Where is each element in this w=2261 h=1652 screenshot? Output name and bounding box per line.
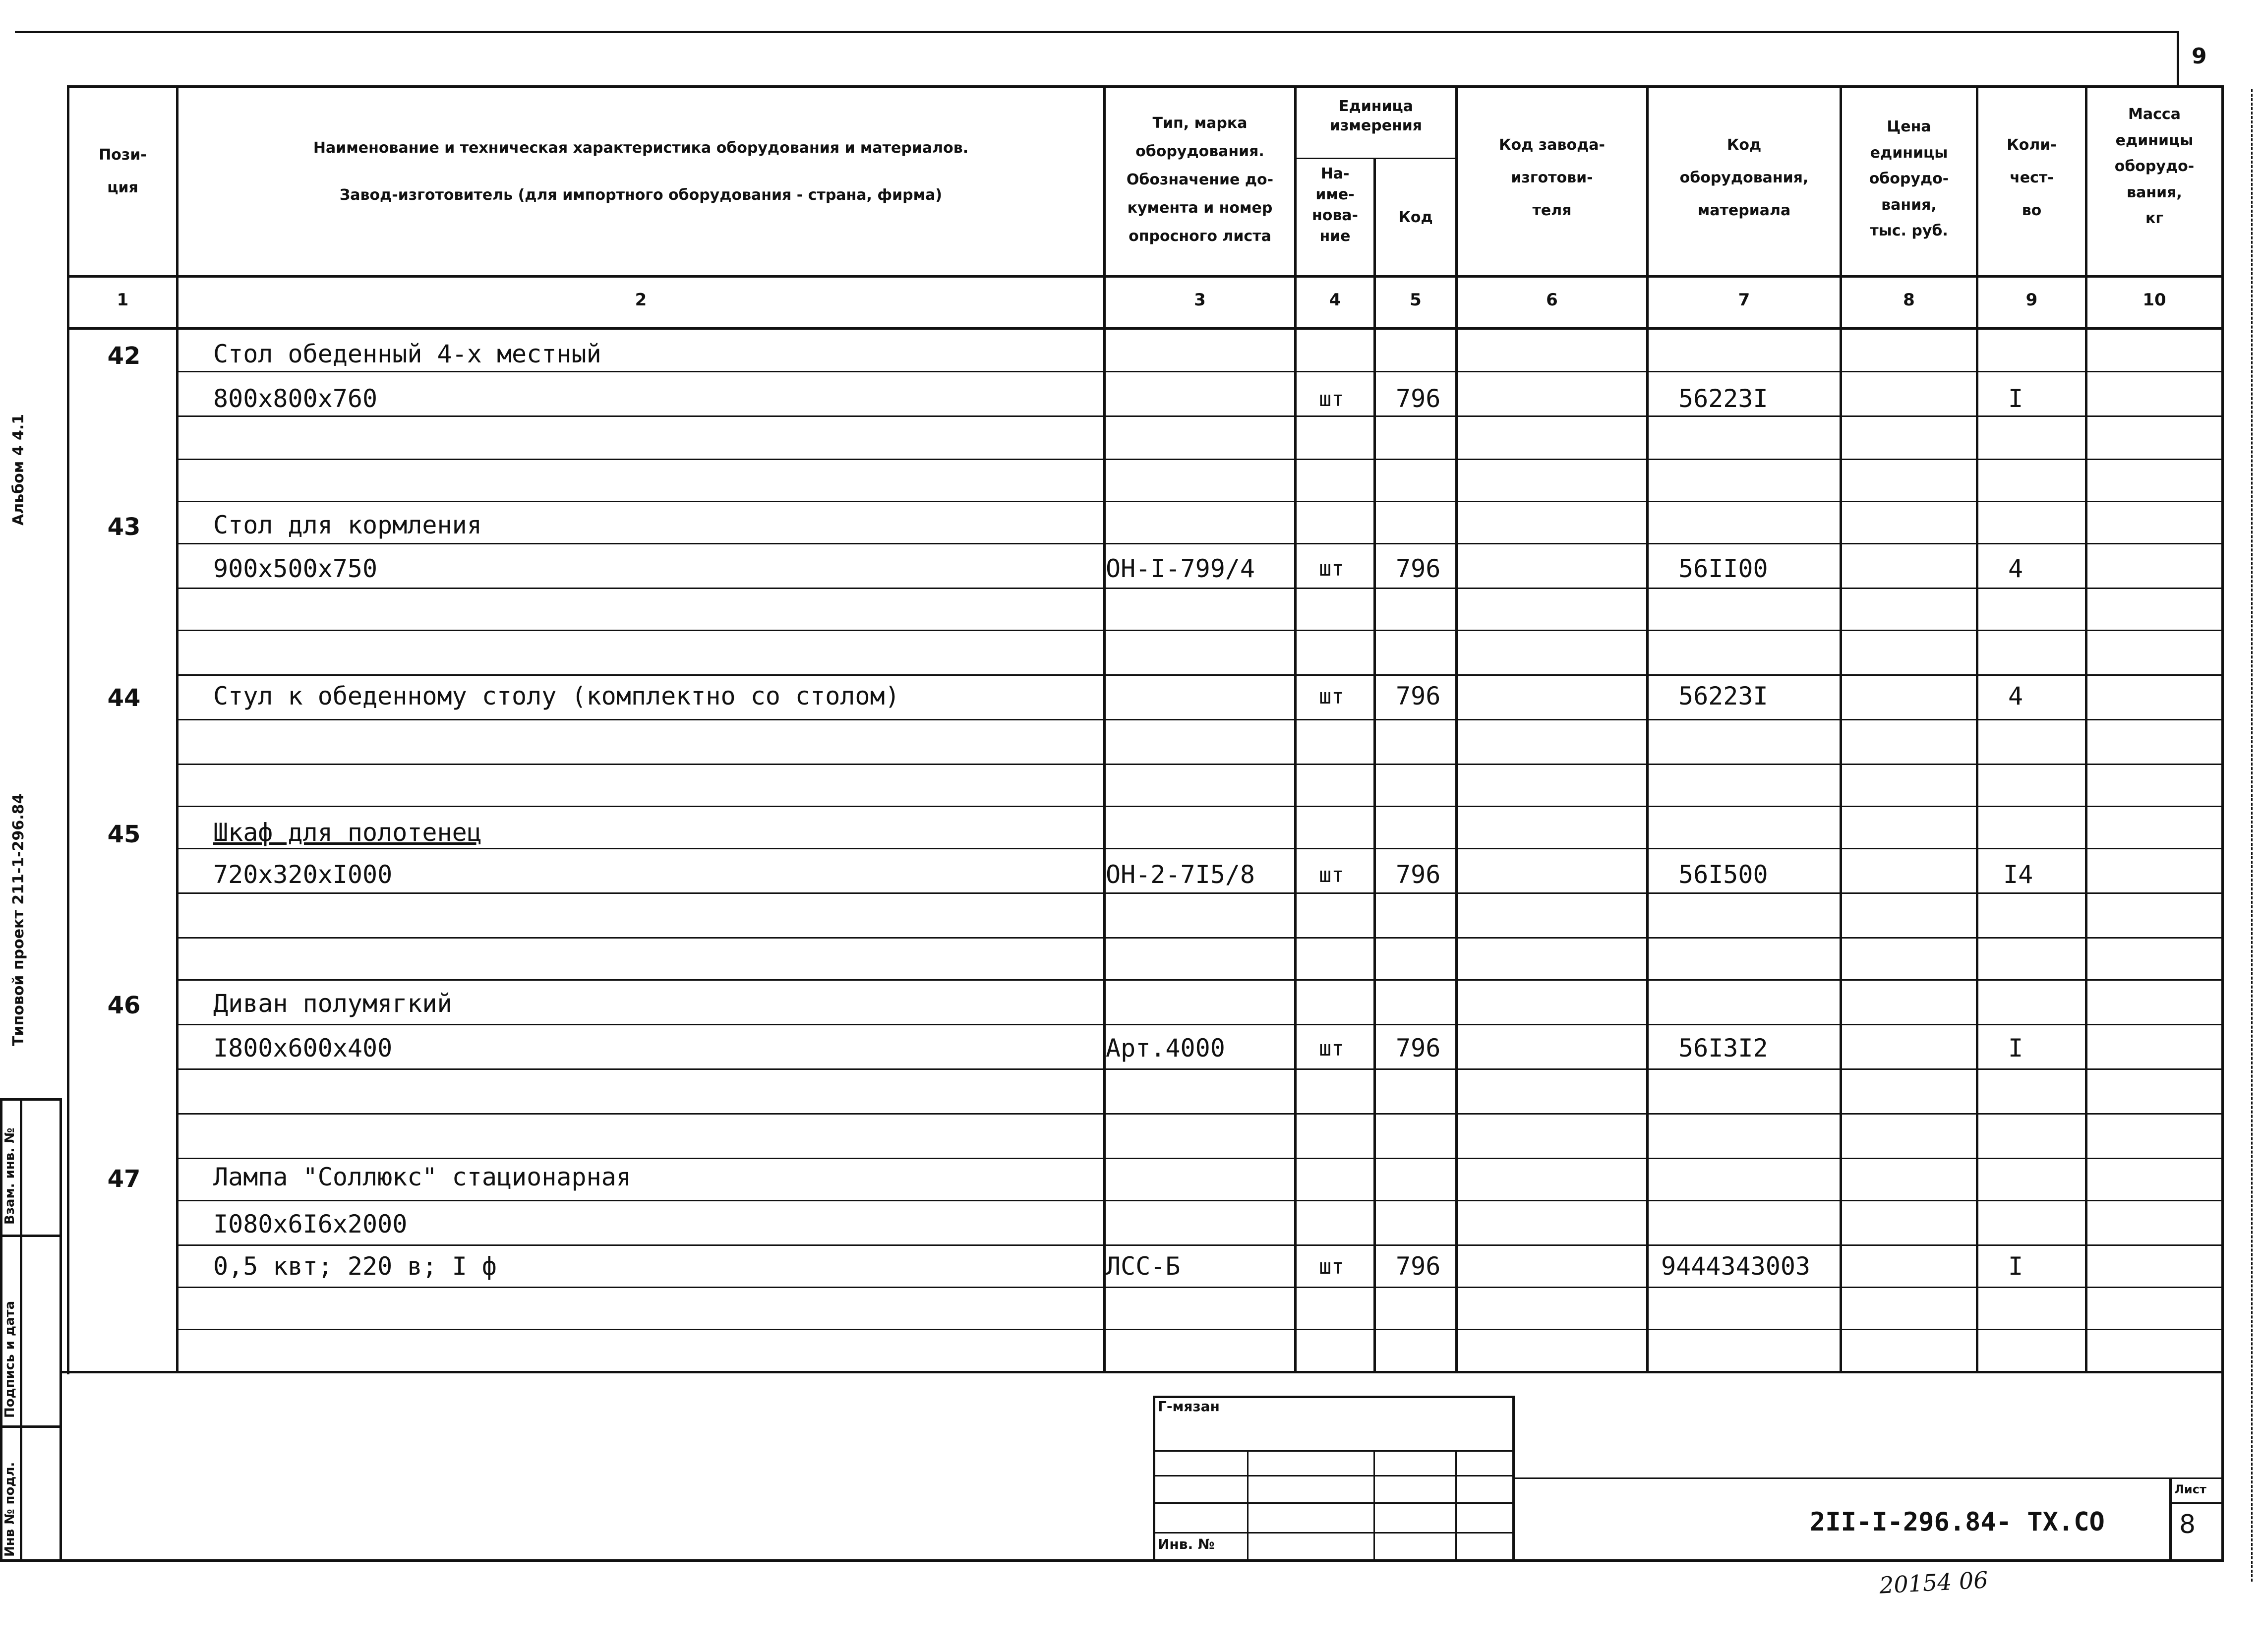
row-line: [176, 371, 2221, 372]
doc-code: 2II-I-296.84- ТХ.СО: [1810, 1507, 2105, 1537]
header-col2-line2: Завод-изготовитель (для импортного оборудования - страна, фирма): [339, 186, 943, 204]
row-unit: шт: [1319, 863, 1344, 887]
row-position: 42: [107, 342, 141, 370]
row-line: [176, 806, 2221, 807]
stamp-right: [2221, 1371, 2224, 1562]
side-strip-div1: [0, 1235, 62, 1237]
row-line: [176, 1113, 2221, 1115]
col-sep-2: [1103, 85, 1106, 1372]
row-spec: 0,5 квт; 220 в; I ф: [213, 1252, 497, 1281]
stamp-box-row3: [1153, 1502, 1512, 1504]
side-label-album: Альбом 4 4.1: [10, 413, 27, 526]
row-position: 47: [107, 1165, 141, 1193]
side-strip-div2: [0, 1425, 62, 1428]
side-label-inv-replace: Взам. инв. №: [2, 1127, 17, 1225]
row-line: [176, 630, 2221, 631]
numbers-bottom: [67, 327, 2224, 330]
row-position: 44: [107, 684, 141, 712]
stamp-box-row2: [1153, 1475, 1512, 1476]
stamp-box-row1: [1153, 1450, 1512, 1452]
row-line: [176, 1068, 2221, 1070]
row-unit: шт: [1319, 556, 1344, 581]
header-col10: Масса единицы оборудо- вания, кг: [2114, 106, 2195, 227]
row-line: [176, 674, 2221, 676]
header-col1: Пози- ция: [99, 146, 147, 196]
stamp-inv-no: Инв. №: [1158, 1536, 1215, 1552]
colnum-10: 10: [2142, 290, 2166, 310]
sheet-box-div: [2169, 1502, 2221, 1504]
row-name: Лампа "Соллюкс" стационарная: [213, 1163, 631, 1191]
row-name: Стол для кормления: [213, 511, 482, 539]
sheet-box-left: [2169, 1477, 2172, 1559]
stamp-box-row4: [1153, 1532, 1512, 1534]
row-name: Шкаф для полотенец: [213, 818, 482, 847]
table-right-border: [2221, 85, 2224, 1374]
row-unit-code: 796: [1396, 860, 1441, 889]
row-qty: 4: [2008, 682, 2023, 710]
stamp-outer-top: [60, 1371, 2224, 1373]
sheet-label: Лист: [2174, 1482, 2206, 1496]
row-line: [176, 1158, 2221, 1159]
row-line: [176, 1329, 2221, 1330]
col-sep-8: [1976, 85, 1978, 1372]
row-position: 45: [107, 821, 141, 848]
colnum-2: 2: [635, 290, 647, 310]
row-code: 56II00: [1678, 554, 1768, 583]
row-line: [176, 937, 2221, 939]
row-unit-code: 796: [1396, 384, 1441, 413]
col-sep-7: [1840, 85, 1842, 1372]
header-col4: На- име- нова- ние: [1311, 165, 1359, 245]
row-unit: шт: [1319, 387, 1344, 411]
col-sep-5: [1455, 85, 1458, 1372]
row-line: [176, 1024, 2221, 1025]
header-unit-group: Единица измерения: [1329, 98, 1423, 134]
row-line: [176, 459, 2221, 460]
row-size: 720x320xI000: [213, 860, 393, 889]
header-bottom: [67, 275, 2224, 278]
row-unit: шт: [1319, 684, 1344, 708]
page-number: 9: [2192, 44, 2207, 69]
side-label-inv-orig: Инв № подл.: [2, 1462, 17, 1557]
row-name: Диван полумягкий: [213, 989, 452, 1018]
scan-edge: [2251, 89, 2253, 1582]
row-position: 46: [107, 992, 141, 1019]
header-col9: Коли- чест- во: [2007, 136, 2057, 219]
row-line: [176, 892, 2221, 894]
colnum-7: 7: [1738, 290, 1750, 310]
row-qty: I4: [2003, 860, 2033, 889]
row-size: 900x500x750: [213, 554, 378, 583]
row-unit: шт: [1319, 1254, 1344, 1279]
col-sep-6: [1646, 85, 1649, 1372]
row-code: 56223I: [1678, 682, 1768, 710]
row-type: ЛСС-Б: [1106, 1252, 1181, 1281]
row-code: 9444343003: [1661, 1252, 1811, 1281]
row-name: Стул к обеденному столу (комплектно со столом): [213, 682, 900, 710]
stamp-bottom: [60, 1559, 2224, 1562]
row-type: ОН-I-799/4: [1106, 554, 1255, 583]
header-col3: Тип, марка оборудования. Обозначение до- кумента и номер опросного листа: [1126, 115, 1274, 245]
header-col7: Код оборудования, материала: [1679, 136, 1809, 219]
side-label-signature: Подпись и дата: [2, 1300, 17, 1418]
row-code: 56223I: [1678, 384, 1768, 413]
page-number-box-left: [2177, 31, 2179, 85]
row-line: [176, 764, 2221, 765]
colnum-4: 4: [1329, 290, 1341, 310]
row-size: 800x800x760: [213, 384, 378, 413]
colnum-5: 5: [1410, 290, 1422, 310]
col-sep-4: [1373, 158, 1376, 1372]
row-unit-code: 796: [1396, 682, 1441, 710]
row-unit-code: 796: [1396, 1034, 1441, 1062]
row-line: [176, 719, 2221, 720]
row-qty: 4: [2008, 554, 2023, 583]
top-border: [15, 31, 2177, 33]
handwritten-number: 20154 06: [1878, 1566, 1989, 1599]
row-type: Арт.4000: [1106, 1034, 1225, 1062]
col-sep-3: [1294, 85, 1297, 1372]
colnum-1: 1: [117, 290, 129, 310]
header-col6: Код завода- изготови- теля: [1499, 136, 1605, 219]
stamp-checked: Г-мязан: [1158, 1398, 1220, 1415]
row-position: 43: [107, 513, 141, 541]
row-line: [176, 1287, 2221, 1288]
row-line: [176, 543, 2221, 544]
row-name: Стол обеденный 4-х местный: [213, 340, 601, 368]
side-strip-right: [60, 1098, 62, 1562]
stamp-doc-line: [1512, 1477, 2221, 1479]
colnum-3: 3: [1194, 290, 1206, 310]
side-strip-mid: [20, 1098, 22, 1562]
col-sep-9: [2085, 85, 2087, 1372]
stamp-box-col2: [1373, 1450, 1375, 1559]
stamp-box-col1: [1247, 1450, 1249, 1559]
row-qty: I: [2008, 1252, 2023, 1281]
stamp-box-left: [1153, 1396, 1155, 1559]
row-type: ОН-2-7I5/8: [1106, 860, 1255, 889]
colnum-6: 6: [1546, 290, 1558, 310]
row-line: [176, 588, 2221, 589]
row-qty: I: [2008, 384, 2023, 413]
unit-group-divider: [1294, 158, 1455, 159]
side-strip-top: [0, 1098, 62, 1101]
sheet-number: 8: [2179, 1510, 2196, 1539]
header-col8: Цена единицы оборудо- вания, тыс. руб.: [1869, 118, 1949, 239]
colnum-9: 9: [2025, 290, 2038, 310]
colnum-8: 8: [1903, 290, 1915, 310]
row-unit: шт: [1319, 1036, 1344, 1061]
side-strip-bottom: [0, 1559, 62, 1562]
row-line: [176, 501, 2221, 502]
row-unit-code: 796: [1396, 554, 1441, 583]
row-code: 56I500: [1678, 860, 1768, 889]
row-line: [176, 415, 2221, 417]
header-col5: Код: [1398, 209, 1433, 226]
side-label-project: Типовой проект 211-1-296.84: [10, 793, 27, 1046]
row-size: I800x600x400: [213, 1034, 393, 1062]
row-line: [176, 1244, 2221, 1246]
row-size: I080x6I6x2000: [213, 1210, 408, 1239]
row-code: 56I3I2: [1678, 1034, 1768, 1062]
header-col2-line1: Наименование и техническая характеристика оборудования и материалов.: [313, 139, 969, 157]
row-unit-code: 796: [1396, 1252, 1441, 1281]
row-line: [176, 1200, 2221, 1201]
table-top-border: [67, 85, 2224, 88]
stamp-box-col3: [1455, 1450, 1457, 1559]
row-line: [176, 848, 2221, 849]
row-line: [176, 979, 2221, 981]
row-qty: I: [2008, 1034, 2023, 1062]
